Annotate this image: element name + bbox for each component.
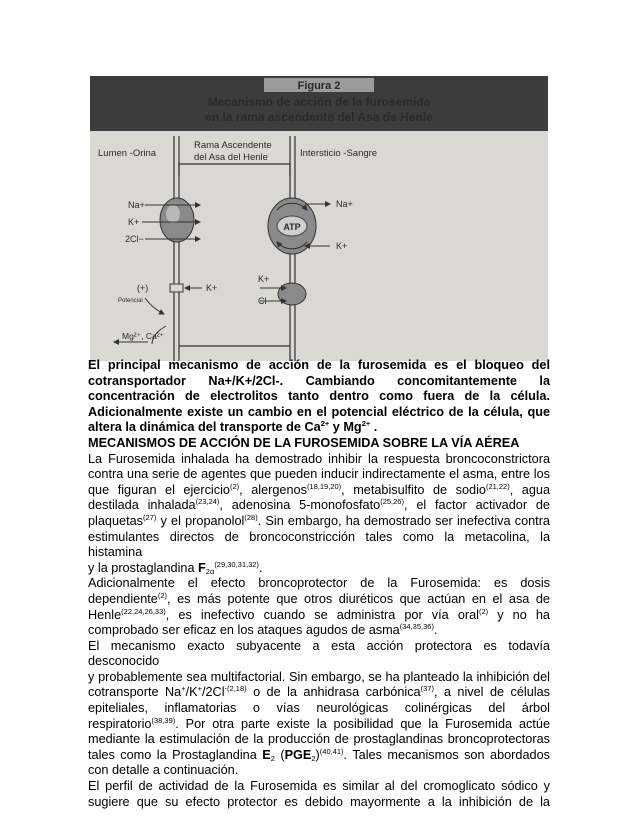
label-cell-line1: Rama Ascendente <box>194 140 272 151</box>
potential-arrow <box>145 298 164 314</box>
figure-2 <box>90 76 548 361</box>
label-cell-line2: del Asa del Henle <box>194 152 268 163</box>
ion-mg-ca: Mg²⁺, Ca²⁺ <box>122 331 165 341</box>
p1-line: y la prostaglandina $F_{2\alpha}^{(29,30,31,32)}$. <box>88 559 263 576</box>
intro-line: Adicionalmente existe un cambio en el potencial eléctrico de la célula, que <box>88 404 550 419</box>
paragraph-4 <box>88 779 550 810</box>
article-text <box>88 358 550 810</box>
k-channel-left <box>170 284 183 292</box>
p2-line: dependiente$^{(2)}$, es más potente que otros diuréticos que actúan en el asa de <box>88 590 550 606</box>
paragraph-1 <box>88 452 550 577</box>
p3-line: tales como la Prostaglandina $E_2$ $(PGE_2)^{(40,41)}$. Tales mecanismos son abordados <box>88 746 550 763</box>
p1-line: estimulantes directos de broncoconstricción tales como la metacolina, la histamina <box>88 529 550 560</box>
p4-line: El perfil de actividad de la Furosemida es similar al del cromoglicato sódico y <box>88 779 550 794</box>
ion-k-channel-right: K+ <box>258 274 270 284</box>
intro-line: concentración de electrolitos tanto dentro como fuera de la célula. <box>88 389 550 404</box>
ion-k-left: K+ <box>128 217 140 227</box>
potential-label: Potencial <box>118 298 143 304</box>
p3-line: con detalle a continuación. <box>88 763 239 778</box>
figure-title-line1: Mecanismo de acción de la furosemida <box>207 95 431 109</box>
cell-membranes <box>174 136 295 361</box>
p4-line: sugiere que su efecto protector es debido mayormente a la inhibición de la <box>88 794 550 809</box>
p3-line: y probablemente sea multifactorial. Sin embargo, se ha planteado la inhibición del <box>88 669 550 684</box>
potential-plus: (+) <box>137 283 149 293</box>
section-heading: MECANISMOS DE ACCIÓN DE LA FUROSEMIDA SOBRE LA VÍA AÉREA <box>88 435 520 450</box>
p1-line: que figuran el ejercicio$^{(2)}$, alergenos$^{(18,19,20)}$, metabisulfito de sodio$^{(21,22)}$, agua <box>88 481 551 497</box>
p2-line: comprobado ser eficaz en los ataques agudos de asma$^{(34,35,36)}$. <box>88 622 438 638</box>
p1-line: La Furosemida inhalada ha demostrado inhibir la respuesta broncoconstrictora <box>88 451 550 466</box>
cotransporter-highlight <box>166 205 180 223</box>
intro-line: cotransportador Na+/K+/2Cl-. Cambiando concomitantemente la <box>88 373 550 388</box>
ion-na-left: Na+ <box>128 200 145 210</box>
p2-line: Adicionalmente el efecto broncoprotector de la Furosemida: es dosis <box>88 576 550 591</box>
p3-line: mediante la estimulación de la producción de prostaglandinas broncoprotectoras <box>88 732 550 747</box>
p1-line: destilada inhalada$^{(23,24)}$, adenosina 5-monofosfato$^{(25,26)}$, el factor activador de <box>88 497 550 513</box>
ion-na-right: Na+ <box>336 199 353 209</box>
figure-label: Figura 2 <box>297 80 341 92</box>
k-cl-channel-oval <box>278 283 306 305</box>
p1-line: contra una serie de agentes que pueden inducir indirectamente el asma, entre los <box>88 467 550 482</box>
p3-line: El mecanismo exacto subyacente a esta acción protectora es todavía desconocido <box>88 638 550 669</box>
label-intersticio-sangre: Intersticio -Sangre <box>300 148 378 159</box>
paragraph-3 <box>88 639 550 779</box>
p2-line: Henle$^{(22,24,26,33)}$, es inefectivo cuando se administra por vía oral$^{(2)}$ y no ha <box>88 606 550 622</box>
intro-paragraph <box>88 358 550 436</box>
ion-k-channel-left: K+ <box>206 283 218 293</box>
p3-line: epiteliales, inflamatorias o vías neurológicas colinérgicas del árbol <box>88 701 550 716</box>
ion-cl-channel-right: Cl− <box>258 296 272 306</box>
p1-line: plaquetas$^{(27)}$ y el propanolol$^{(28)}$. Sin embargo, ha demostrado ser inefectiva contra <box>88 512 550 528</box>
p3-line: cotransporte $Na^+/K^+/2Cl^{-(2,18)}$ o de la anhidrasa carbónica$^{(37)}$, a nivel de células <box>88 684 550 700</box>
atp-label: ATP <box>283 222 301 232</box>
ion-cl-left: 2Cl− <box>125 234 144 244</box>
furosemide-mechanism-diagram <box>90 76 548 361</box>
intro-line: altera la dinámica del transporte de $Ca^{2+}$ y $Mg^{2+}$ . <box>88 419 378 435</box>
label-lumen-orina: Lumen -Orina <box>98 148 157 159</box>
figure-title-line2: en la rama ascendente del Asa de Henle <box>205 110 433 124</box>
ion-k-right: K+ <box>336 241 348 251</box>
paragraph-2 <box>88 576 550 638</box>
intro-line: El principal mecanismo de acción de la furosemida es el bloqueo del <box>88 358 550 372</box>
p3-line: respiratorio$^{(38,39)}$. Por otra parte existe la posibilidad que la Furosemida actúe <box>88 715 550 731</box>
